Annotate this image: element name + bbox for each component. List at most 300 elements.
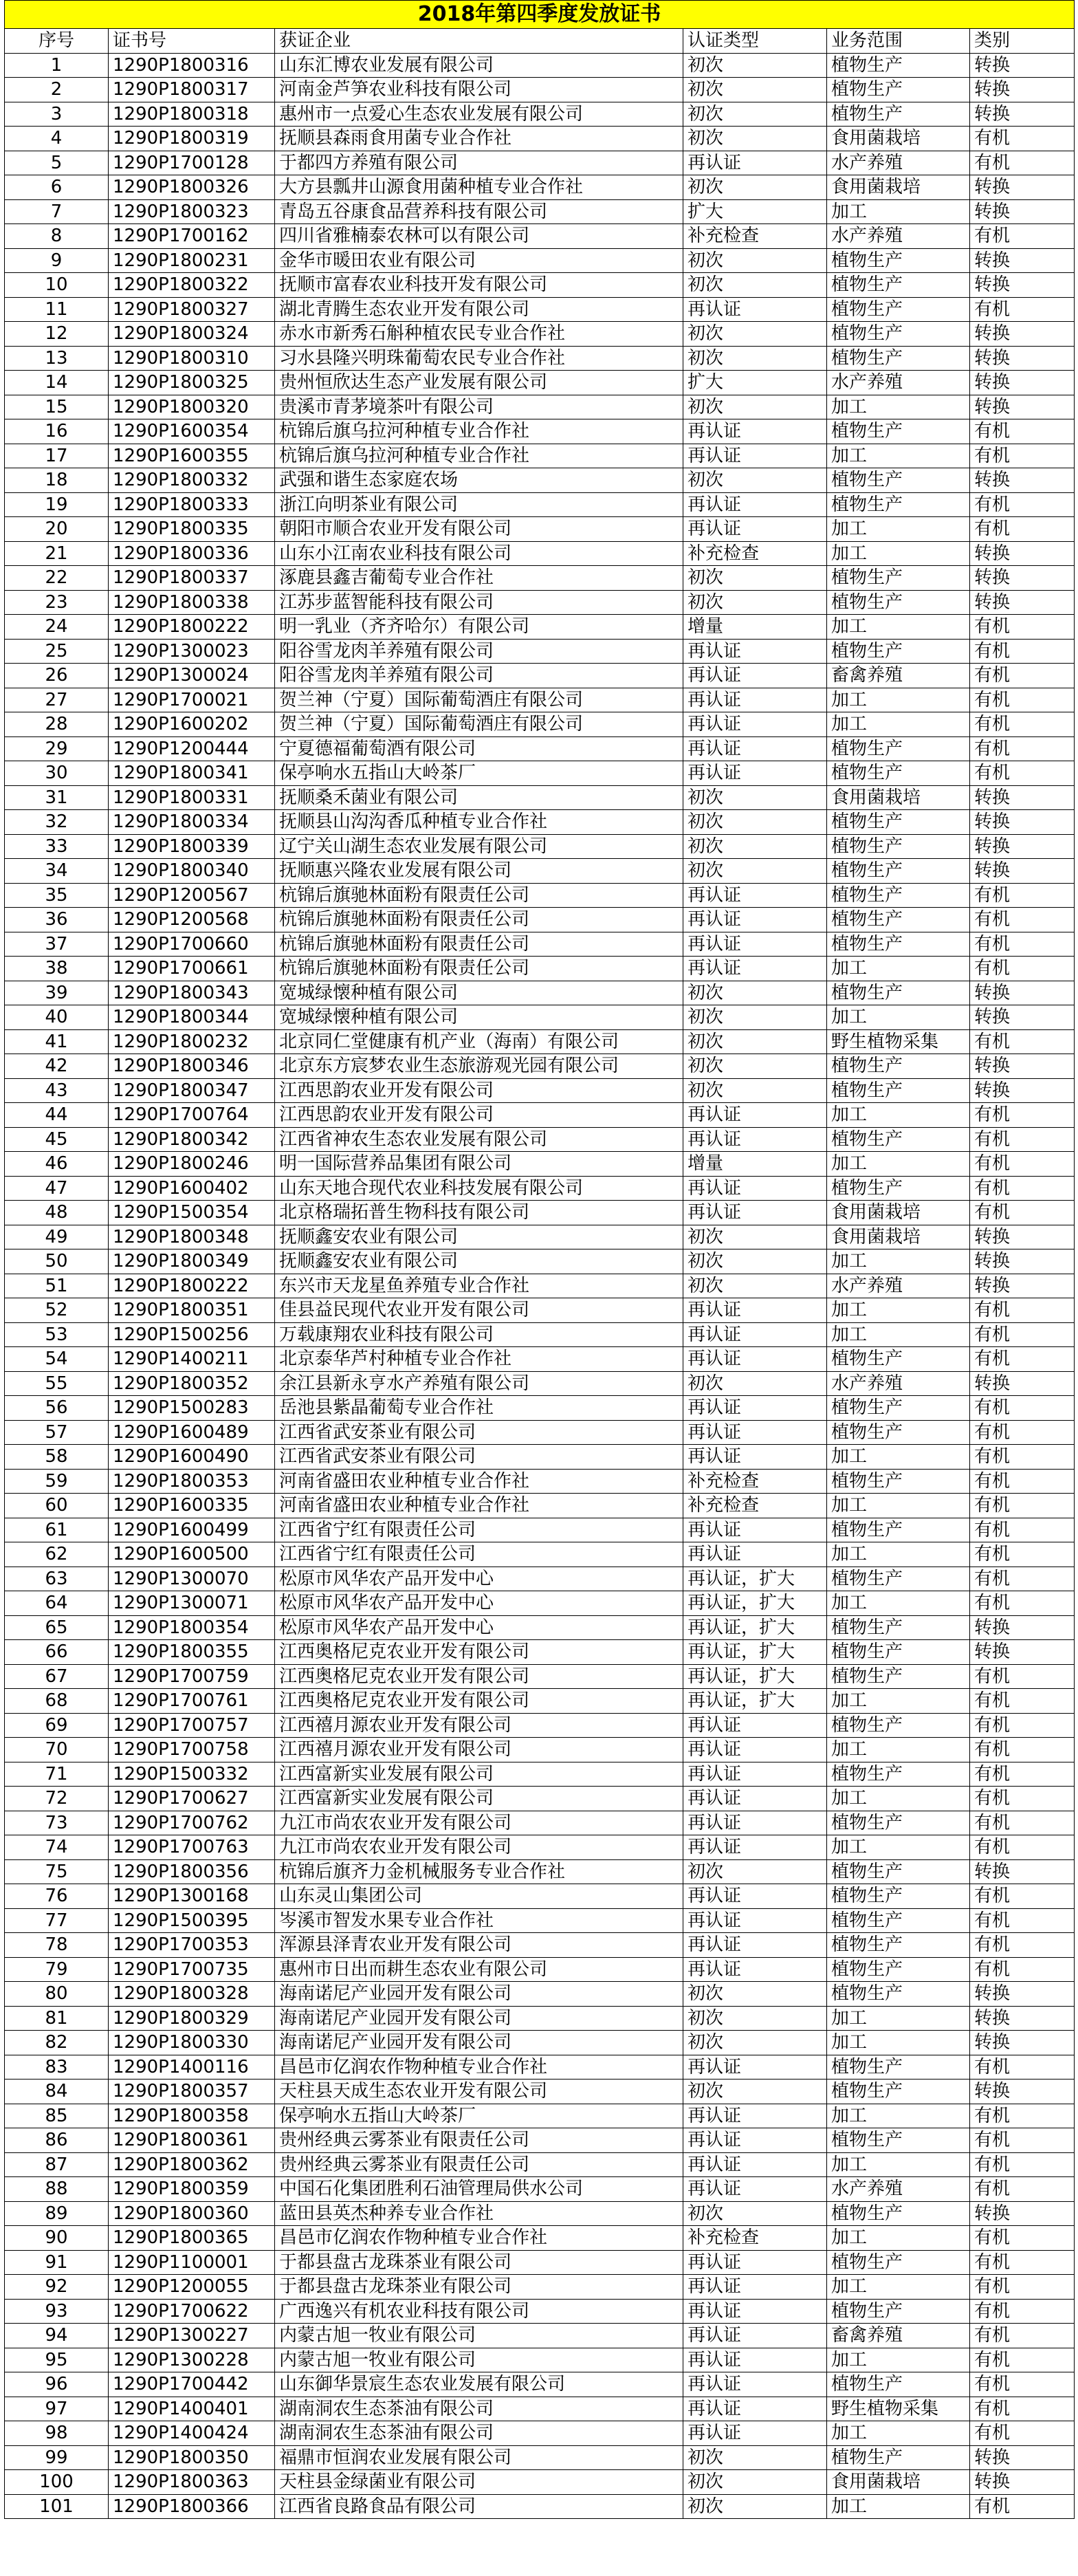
- cell-seq: 1: [5, 53, 109, 78]
- cell-company: 内蒙古旭一牧业有限公司: [275, 2348, 683, 2372]
- cell-company: 中国石化集团胜利石油管理局供水公司: [275, 2177, 683, 2202]
- cell-cert-no: 1290P1600355: [109, 444, 275, 468]
- table-row: [5, 1078, 1075, 1103]
- table-row: [5, 736, 1075, 761]
- cell-cert-no: 1290P1500395: [109, 1908, 275, 1933]
- cell-cert-no: 1290P1700759: [109, 1664, 275, 1689]
- cell-scope: 植物生产: [827, 2201, 970, 2226]
- table-row: [5, 2128, 1075, 2153]
- cell-category: 转换: [970, 175, 1075, 200]
- cell-cert-type: 再认证: [683, 492, 827, 517]
- cell-scope: 植物生产: [827, 1615, 970, 1640]
- cell-scope: 植物生产: [827, 1957, 970, 1982]
- cell-cert-type: 初次: [683, 2445, 827, 2470]
- cell-company: 杭锦后旗驰林面粉有限责任公司: [275, 957, 683, 981]
- table-row: [5, 1298, 1075, 1323]
- cell-seq: 5: [5, 151, 109, 175]
- cell-cert-no: 1290P1400211: [109, 1347, 275, 1372]
- cell-cert-no: 1290P1800322: [109, 273, 275, 298]
- cell-scope: 食用菌栽培: [827, 1225, 970, 1249]
- cell-company: 江西禧月源农业开发有限公司: [275, 1738, 683, 1762]
- cell-company: 广西逸兴有机农业科技有限公司: [275, 2299, 683, 2324]
- table-row: [5, 322, 1075, 347]
- cell-category: 转换: [970, 1982, 1075, 2007]
- cell-company: 海南诺尼产业园开发有限公司: [275, 2006, 683, 2031]
- cell-company: 湖南洞农生态茶油有限公司: [275, 2421, 683, 2446]
- cell-category: 有机: [970, 883, 1075, 908]
- cell-seq: 27: [5, 688, 109, 712]
- cell-seq: 28: [5, 712, 109, 737]
- cell-company: 昌邑市亿润农作物种植专业合作社: [275, 2226, 683, 2251]
- cell-cert-no: 1290P1300227: [109, 2324, 275, 2348]
- cell-cert-no: 1290P1700761: [109, 1689, 275, 1714]
- cell-cert-type: 再认证: [683, 2324, 827, 2348]
- cell-cert-no: 1290P1700764: [109, 1103, 275, 1128]
- cell-scope: 加工: [827, 1835, 970, 1860]
- cell-category: 转换: [970, 346, 1075, 371]
- cell-cert-no: 1290P1800359: [109, 2177, 275, 2202]
- cell-cert-type: 补充检查: [683, 1494, 827, 1518]
- cell-category: 有机: [970, 2299, 1075, 2324]
- cell-category: 有机: [970, 1713, 1075, 1738]
- cell-category: 有机: [970, 1152, 1075, 1177]
- cell-seq: 62: [5, 1542, 109, 1567]
- table-row: [5, 1884, 1075, 1909]
- table-row: [5, 1835, 1075, 1860]
- table-row: [5, 932, 1075, 957]
- certificate-sheet: [4, 0, 1074, 2519]
- cell-scope: 植物生产: [827, 761, 970, 786]
- table-row: [5, 981, 1075, 1005]
- cell-cert-type: 再认证: [683, 1201, 827, 1225]
- cell-scope: 食用菌栽培: [827, 2470, 970, 2495]
- cell-cert-no: 1290P1800365: [109, 2226, 275, 2251]
- cell-scope: 植物生产: [827, 273, 970, 298]
- cell-cert-no: 1290P1800366: [109, 2494, 275, 2519]
- cell-seq: 55: [5, 1371, 109, 1396]
- cell-category: 有机: [970, 1494, 1075, 1518]
- cell-cert-no: 1290P1800358: [109, 2104, 275, 2128]
- cell-cert-no: 1290P1700757: [109, 1713, 275, 1738]
- table-row: [5, 590, 1075, 615]
- cell-scope: 植物生产: [827, 346, 970, 371]
- cell-company: 于都县盘古龙珠茶业有限公司: [275, 2250, 683, 2275]
- cell-category: 有机: [970, 517, 1075, 542]
- cell-seq: 52: [5, 1298, 109, 1323]
- table-row: [5, 1201, 1075, 1225]
- cell-scope: 加工: [827, 2226, 970, 2251]
- cell-cert-no: 1290P1800324: [109, 322, 275, 347]
- table-row: [5, 2372, 1075, 2397]
- cell-seq: 13: [5, 346, 109, 371]
- table-row: [5, 371, 1075, 395]
- cell-category: 转换: [970, 1078, 1075, 1103]
- cell-cert-no: 1290P1500332: [109, 1762, 275, 1787]
- title-row: [5, 1, 1075, 29]
- cell-cert-no: 1290P1800337: [109, 566, 275, 591]
- cell-company: 惠州市日出而耕生态农业有限公司: [275, 1957, 683, 1982]
- cell-cert-no: 1290P1700627: [109, 1787, 275, 1811]
- cell-cert-type: 再认证: [683, 908, 827, 932]
- cell-seq: 20: [5, 517, 109, 542]
- cell-seq: 61: [5, 1518, 109, 1542]
- cell-company: 湖南洞农生态茶油有限公司: [275, 2397, 683, 2421]
- cell-company: 浙江向明茶业有限公司: [275, 492, 683, 517]
- table-row: [5, 2226, 1075, 2251]
- header-row: [5, 29, 1075, 54]
- cell-company: 贺兰神（宁夏）国际葡萄酒庄有限公司: [275, 688, 683, 712]
- cell-cert-type: 初次: [683, 322, 827, 347]
- cell-category: 转换: [970, 2445, 1075, 2470]
- table-row: [5, 1762, 1075, 1787]
- table-row: [5, 199, 1075, 224]
- cell-category: 有机: [970, 1908, 1075, 1933]
- cell-company: 海南诺尼产业园开发有限公司: [275, 1982, 683, 2007]
- cell-cert-no: 1290P1800326: [109, 175, 275, 200]
- table-row: [5, 2275, 1075, 2300]
- cell-category: 有机: [970, 2128, 1075, 2153]
- cell-cert-no: 1290P1800350: [109, 2445, 275, 2470]
- cell-cert-type: 再认证: [683, 1811, 827, 1835]
- cell-category: 有机: [970, 1201, 1075, 1225]
- certificate-table: [4, 0, 1075, 2519]
- cell-scope: 植物生产: [827, 78, 970, 102]
- cell-seq: 32: [5, 810, 109, 835]
- cell-scope: 植物生产: [827, 1908, 970, 1933]
- cell-company: 昌邑市亿润农作物种植专业合作社: [275, 2055, 683, 2080]
- cell-cert-type: 再认证: [683, 2104, 827, 2128]
- cell-category: 有机: [970, 1542, 1075, 1567]
- table-row: [5, 1127, 1075, 1152]
- cell-company: 江西省良路食品有限公司: [275, 2494, 683, 2519]
- cell-scope: 植物生产: [827, 297, 970, 322]
- cell-cert-type: 补充检查: [683, 2226, 827, 2251]
- table-row: [5, 224, 1075, 249]
- cell-cert-no: 1290P1500256: [109, 1322, 275, 1347]
- table-row: [5, 2201, 1075, 2226]
- table-row: [5, 859, 1075, 884]
- cell-company: 抚顺县山沟沟香瓜种植专业合作社: [275, 810, 683, 835]
- cell-category: 转换: [970, 1005, 1075, 1030]
- cell-company: 杭锦后旗驰林面粉有限责任公司: [275, 908, 683, 932]
- cell-seq: 57: [5, 1420, 109, 1445]
- cell-cert-type: 初次: [683, 1225, 827, 1249]
- cell-cert-no: 1290P1300024: [109, 664, 275, 688]
- cell-cert-no: 1290P1800222: [109, 615, 275, 640]
- cell-cert-type: 再认证: [683, 1298, 827, 1323]
- cell-cert-type: 再认证: [683, 1713, 827, 1738]
- cell-category: 有机: [970, 127, 1075, 151]
- cell-cert-type: 初次: [683, 395, 827, 419]
- table-row: [5, 419, 1075, 444]
- table-row: [5, 2299, 1075, 2324]
- cell-category: 有机: [970, 492, 1075, 517]
- cell-company: 江苏步蓝智能科技有限公司: [275, 590, 683, 615]
- cell-cert-type: 再认证: [683, 1420, 827, 1445]
- cell-company: 江西奥格尼克农业开发有限公司: [275, 1664, 683, 1689]
- table-row: [5, 1859, 1075, 1884]
- cell-cert-type: 再认证: [683, 664, 827, 688]
- cell-cert-no: 1290P1800232: [109, 1029, 275, 1054]
- cell-scope: 植物生产: [827, 492, 970, 517]
- cell-category: 转换: [970, 1615, 1075, 1640]
- cell-scope: 水产养殖: [827, 371, 970, 395]
- table-row: [5, 1518, 1075, 1542]
- table-row: [5, 395, 1075, 419]
- cell-cert-no: 1290P1800354: [109, 1615, 275, 1640]
- cell-category: 转换: [970, 78, 1075, 102]
- cell-category: 转换: [970, 199, 1075, 224]
- cell-company: 宁夏德福葡萄酒有限公司: [275, 736, 683, 761]
- cell-cert-no: 1290P1800363: [109, 2470, 275, 2495]
- table-row: [5, 492, 1075, 517]
- cell-seq: 99: [5, 2445, 109, 2470]
- cell-company: 保亭响水五指山大岭茶厂: [275, 2104, 683, 2128]
- cell-seq: 11: [5, 297, 109, 322]
- cell-cert-type: 再认证: [683, 1127, 827, 1152]
- cell-company: 习水县隆兴明珠葡萄农民专业合作社: [275, 346, 683, 371]
- cell-seq: 29: [5, 736, 109, 761]
- cell-scope: 加工: [827, 1005, 970, 1030]
- cell-company: 海南诺尼产业园开发有限公司: [275, 2031, 683, 2055]
- header-cert-type: 认证类型: [683, 29, 827, 54]
- cell-company: 抚顺县森雨食用菌专业合作社: [275, 127, 683, 151]
- cell-company: 杭锦后旗乌拉河种植专业合作社: [275, 419, 683, 444]
- cell-scope: 加工: [827, 1103, 970, 1128]
- cell-scope: 植物生产: [827, 1518, 970, 1542]
- cell-scope: 植物生产: [827, 1884, 970, 1909]
- cell-cert-type: 补充检查: [683, 224, 827, 249]
- cell-cert-no: 1290P1800331: [109, 785, 275, 810]
- cell-company: 余江县新永亨水产养殖有限公司: [275, 1371, 683, 1396]
- cell-company: 江西禧月源农业开发有限公司: [275, 1713, 683, 1738]
- cell-company: 万载康翔农业科技有限公司: [275, 1322, 683, 1347]
- cell-seq: 100: [5, 2470, 109, 2495]
- table-row: [5, 297, 1075, 322]
- cell-cert-type: 再认证: [683, 2275, 827, 2300]
- cell-scope: 植物生产: [827, 1664, 970, 1689]
- cell-company: 江西省宁红有限责任公司: [275, 1518, 683, 1542]
- cell-category: 有机: [970, 688, 1075, 712]
- cell-seq: 45: [5, 1127, 109, 1152]
- cell-category: 有机: [970, 1567, 1075, 1591]
- cell-cert-type: 再认证: [683, 1957, 827, 1982]
- cell-category: 转换: [970, 590, 1075, 615]
- cell-cert-type: 初次: [683, 248, 827, 273]
- table-row: [5, 1982, 1075, 2007]
- cell-scope: 加工: [827, 2031, 970, 2055]
- cell-category: 有机: [970, 1811, 1075, 1835]
- cell-category: 有机: [970, 2226, 1075, 2251]
- cell-seq: 87: [5, 2152, 109, 2177]
- cell-cert-type: 初次: [683, 1054, 827, 1079]
- table-row: [5, 2494, 1075, 2519]
- cell-seq: 69: [5, 1713, 109, 1738]
- cell-cert-no: 1290P1600489: [109, 1420, 275, 1445]
- cell-company: 涿鹿县鑫吉葡萄专业合作社: [275, 566, 683, 591]
- cell-cert-no: 1290P1800328: [109, 1982, 275, 2007]
- cell-cert-type: 再认证，扩大: [683, 1640, 827, 1665]
- cell-cert-no: 1290P1800319: [109, 127, 275, 151]
- cell-cert-no: 1290P1700442: [109, 2372, 275, 2397]
- cell-category: 有机: [970, 297, 1075, 322]
- cell-seq: 89: [5, 2201, 109, 2226]
- table-row: [5, 1542, 1075, 1567]
- table-row: [5, 541, 1075, 566]
- cell-company: 浑源县泽青农业开发有限公司: [275, 1933, 683, 1958]
- table-row: [5, 1640, 1075, 1665]
- cell-cert-no: 1290P1500354: [109, 1201, 275, 1225]
- cell-category: 转换: [970, 785, 1075, 810]
- cell-scope: 食用菌栽培: [827, 175, 970, 200]
- cell-cert-no: 1290P1200444: [109, 736, 275, 761]
- table-row: [5, 2055, 1075, 2080]
- cell-scope: 植物生产: [827, 908, 970, 932]
- cell-cert-no: 1290P1800341: [109, 761, 275, 786]
- cell-category: 有机: [970, 2372, 1075, 2397]
- cell-category: 转换: [970, 1249, 1075, 1274]
- table-row: [5, 1908, 1075, 1933]
- cell-seq: 72: [5, 1787, 109, 1811]
- cell-scope: 加工: [827, 2348, 970, 2372]
- cell-category: 有机: [970, 908, 1075, 932]
- cell-category: 转换: [970, 2080, 1075, 2104]
- cell-company: 九江市尚农农业开发有限公司: [275, 1835, 683, 1860]
- cell-scope: 植物生产: [827, 2372, 970, 2397]
- cell-scope: 加工: [827, 2421, 970, 2446]
- cell-cert-type: 初次: [683, 1274, 827, 1298]
- cell-scope: 加工: [827, 199, 970, 224]
- cell-scope: 植物生产: [827, 1567, 970, 1591]
- table-row: [5, 712, 1075, 737]
- cell-scope: 植物生产: [827, 53, 970, 78]
- table-row: [5, 175, 1075, 200]
- cell-cert-type: 初次: [683, 859, 827, 884]
- table-row: [5, 1054, 1075, 1079]
- cell-cert-no: 1290P1600500: [109, 1542, 275, 1567]
- cell-scope: 植物生产: [827, 2445, 970, 2470]
- cell-scope: 加工: [827, 444, 970, 468]
- cell-cert-type: 再认证: [683, 1542, 827, 1567]
- cell-scope: 植物生产: [827, 883, 970, 908]
- cell-seq: 63: [5, 1567, 109, 1591]
- cell-cert-no: 1290P1800338: [109, 590, 275, 615]
- cell-seq: 31: [5, 785, 109, 810]
- cell-seq: 33: [5, 834, 109, 859]
- table-row: [5, 1664, 1075, 1689]
- table-row: [5, 78, 1075, 102]
- cell-scope: 植物生产: [827, 322, 970, 347]
- cell-cert-type: 初次: [683, 78, 827, 102]
- cell-category: 有机: [970, 1933, 1075, 1958]
- cell-cert-type: 再认证: [683, 1176, 827, 1201]
- cell-company: 赤水市新秀石斛种植农民专业合作社: [275, 322, 683, 347]
- cell-category: 有机: [970, 1884, 1075, 1909]
- table-row: [5, 151, 1075, 175]
- cell-scope: 植物生产: [827, 1469, 970, 1494]
- cell-seq: 12: [5, 322, 109, 347]
- cell-cert-no: 1290P1800362: [109, 2152, 275, 2177]
- cell-cert-no: 1290P1800336: [109, 541, 275, 566]
- cell-category: 有机: [970, 1738, 1075, 1762]
- header-category: 类别: [970, 29, 1075, 54]
- cell-cert-no: 1290P1800339: [109, 834, 275, 859]
- cell-scope: 加工: [827, 688, 970, 712]
- cell-category: 转换: [970, 1640, 1075, 1665]
- cell-scope: 植物生产: [827, 2250, 970, 2275]
- cell-seq: 44: [5, 1103, 109, 1128]
- table-row: [5, 2104, 1075, 2128]
- cell-category: 有机: [970, 1396, 1075, 1421]
- cell-category: 转换: [970, 810, 1075, 835]
- cell-company: 杭锦后旗驰林面粉有限责任公司: [275, 932, 683, 957]
- cell-cert-type: 初次: [683, 1982, 827, 2007]
- cell-cert-type: 补充检查: [683, 1469, 827, 1494]
- cell-cert-no: 1290P1800222: [109, 1274, 275, 1298]
- table-row: [5, 883, 1075, 908]
- cell-scope: 水产养殖: [827, 224, 970, 249]
- cell-scope: 水产养殖: [827, 1371, 970, 1396]
- cell-cert-type: 再认证: [683, 1933, 827, 1958]
- cell-cert-type: 再认证: [683, 639, 827, 664]
- cell-scope: 植物生产: [827, 810, 970, 835]
- cell-cert-no: 1290P1300070: [109, 1567, 275, 1591]
- cell-category: 有机: [970, 1664, 1075, 1689]
- cell-seq: 38: [5, 957, 109, 981]
- cell-category: 有机: [970, 2397, 1075, 2421]
- cell-category: 转换: [970, 2031, 1075, 2055]
- cell-cert-type: 初次: [683, 468, 827, 493]
- cell-cert-no: 1290P1800317: [109, 78, 275, 102]
- cell-seq: 90: [5, 2226, 109, 2251]
- cell-scope: 水产养殖: [827, 2177, 970, 2202]
- cell-category: 转换: [970, 2006, 1075, 2031]
- cell-cert-type: 再认证: [683, 736, 827, 761]
- table-row: [5, 468, 1075, 493]
- cell-category: 有机: [970, 2055, 1075, 2080]
- cell-category: 有机: [970, 1518, 1075, 1542]
- cell-company: 阳谷雪龙肉羊养殖有限公司: [275, 639, 683, 664]
- cell-company: 杭锦后旗驰林面粉有限责任公司: [275, 883, 683, 908]
- cell-seq: 47: [5, 1176, 109, 1201]
- cell-cert-no: 1290P1800357: [109, 2080, 275, 2104]
- cell-seq: 73: [5, 1811, 109, 1835]
- cell-seq: 35: [5, 883, 109, 908]
- cell-cert-type: 初次: [683, 1859, 827, 1884]
- cell-company: 武强和谐生态家庭农场: [275, 468, 683, 493]
- cell-seq: 26: [5, 664, 109, 688]
- cell-cert-no: 1290P1800318: [109, 102, 275, 127]
- cell-cert-no: 1290P1800329: [109, 2006, 275, 2031]
- cell-cert-no: 1290P1800351: [109, 1298, 275, 1323]
- cell-category: 有机: [970, 615, 1075, 640]
- cell-seq: 65: [5, 1615, 109, 1640]
- cell-cert-no: 1290P1200055: [109, 2275, 275, 2300]
- table-row: [5, 1445, 1075, 1470]
- cell-cert-type: 初次: [683, 2494, 827, 2519]
- table-row: [5, 1152, 1075, 1177]
- cell-cert-no: 1290P1800355: [109, 1640, 275, 1665]
- cell-seq: 54: [5, 1347, 109, 1372]
- cell-seq: 8: [5, 224, 109, 249]
- cell-cert-type: 初次: [683, 785, 827, 810]
- cell-category: 有机: [970, 1103, 1075, 1128]
- cell-cert-no: 1290P1700763: [109, 1835, 275, 1860]
- cell-category: 有机: [970, 736, 1075, 761]
- cell-category: 有机: [970, 639, 1075, 664]
- cell-seq: 3: [5, 102, 109, 127]
- cell-cert-no: 1290P1800246: [109, 1152, 275, 1177]
